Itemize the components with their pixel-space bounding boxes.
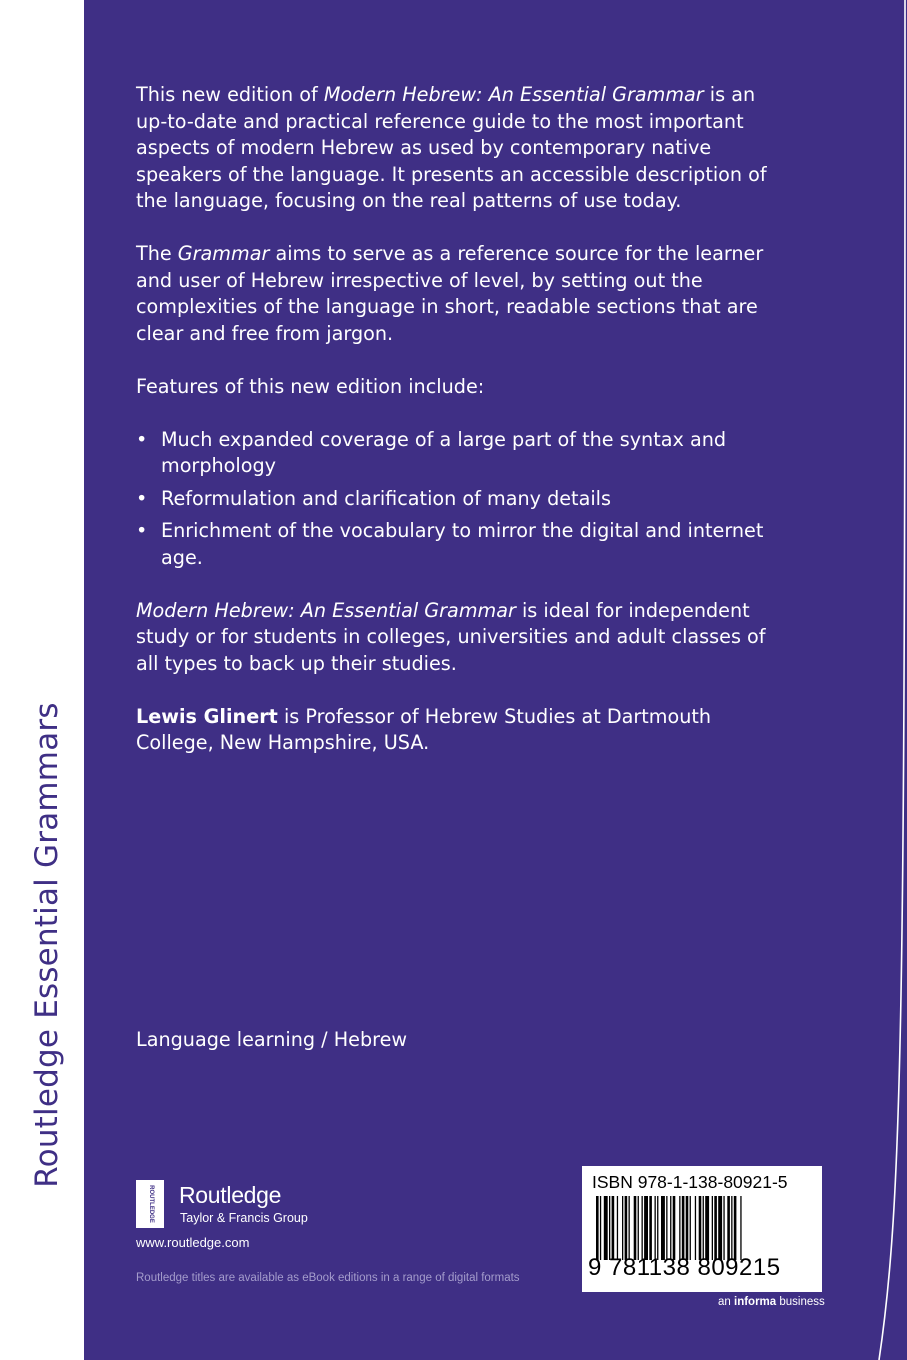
barcode-bar <box>686 1196 689 1260</box>
author-name: Lewis Glinert <box>136 704 278 728</box>
barcode-bar <box>625 1196 628 1260</box>
barcode-bar <box>649 1196 652 1260</box>
list-item: • Reformulation and clarification of many details <box>136 486 776 513</box>
barcode-bar <box>690 1196 691 1260</box>
informa-brand: informa <box>734 1296 777 1308</box>
publisher-website: www.routledge.com <box>136 1235 250 1250</box>
decorative-curve <box>847 0 907 1360</box>
barcode-bar <box>682 1196 685 1260</box>
barcode-bar <box>617 1196 618 1260</box>
barcode-bar <box>661 1196 665 1260</box>
barcode-bar <box>712 1196 713 1260</box>
publisher-group: Taylor & Francis Group <box>180 1211 308 1225</box>
barcode-bar <box>644 1196 648 1260</box>
barcode-bar <box>740 1196 741 1260</box>
isbn-box <box>582 1166 822 1292</box>
barcode-bar <box>596 1196 599 1260</box>
barcode <box>592 1196 814 1260</box>
barcode-bar <box>604 1196 608 1260</box>
barcode-bar <box>727 1196 730 1260</box>
description-paragraph-1: This new edition of Modern Hebrew: An Essential Grammar is an up-to-date and practical reference guide to the most important aspects of modern Hebrew as used by contemporary native speakers of the language. It presents an accessible description of the language, focusing on the real patterns of use today. <box>136 83 767 212</box>
barcode-bar <box>703 1196 704 1260</box>
barcode-bar <box>634 1196 637 1260</box>
logo-text: ROUTLEDGE <box>148 1185 154 1223</box>
barcode-bar <box>699 1196 702 1260</box>
barcode-bar <box>734 1196 737 1260</box>
author-bio: Lewis Glinert is Professor of Hebrew Studies at Dartmouth College, New Hampshire, USA. <box>136 704 712 754</box>
routledge-logo-icon <box>136 1180 176 1228</box>
features-intro: Features of this new edition include: <box>136 374 485 398</box>
book-title: Modern Hebrew: An Essential Grammar <box>136 598 516 622</box>
barcode-bar <box>679 1196 680 1260</box>
barcode-bar <box>629 1196 630 1260</box>
barcode-bar <box>642 1196 643 1260</box>
informa-tagline: an informa business <box>718 1296 825 1308</box>
barcode-bar <box>622 1196 623 1260</box>
barcode-bar <box>600 1196 601 1260</box>
barcode-bar <box>695 1196 696 1260</box>
description <box>136 82 776 783</box>
spine-title: Routledge Essential Grammars <box>29 702 65 1188</box>
publisher-name: Routledge <box>179 1182 282 1208</box>
barcode-bar <box>718 1196 722 1260</box>
barcode-bar <box>657 1196 658 1260</box>
features-list <box>136 427 776 572</box>
list-item: • Enrichment of the vocabulary to mirror the digital and internet age. <box>136 518 776 571</box>
barcode-bar <box>609 1196 610 1260</box>
ebook-note: Routledge titles are available as eBook editions in a range of digital formats <box>136 1272 520 1284</box>
isbn-label: ISBN 978-1-138-80921-5 <box>592 1172 788 1192</box>
barcode-bar <box>714 1196 717 1260</box>
spine <box>0 0 84 1360</box>
grammar-title: Grammar <box>177 242 270 265</box>
barcode-bar <box>670 1196 671 1260</box>
book-title: Modern Hebrew: An Essential Grammar <box>323 83 704 106</box>
barcode-bar <box>638 1196 639 1260</box>
barcode-digits: 9 781138 809215 <box>588 1254 781 1281</box>
description-paragraph-3: Modern Hebrew: An Essential Grammar is ideal for independent study or for students in colleges, universities and adult classes of all types to back up their studies. <box>136 598 766 675</box>
barcode-bar <box>705 1196 709 1260</box>
description-paragraph-2: The Grammar aims to serve as a reference source for the learner and user of Hebrew irrespective of level, by setting out the complexities of the language in short, readable sections that are clear and free from jargon. <box>136 242 764 345</box>
barcode-bar <box>723 1196 724 1260</box>
barcode-bar <box>655 1196 656 1260</box>
list-item: • Much expanded coverage of a large part of the syntax and morphology <box>136 427 776 480</box>
barcode-bar <box>612 1196 615 1260</box>
barcode-bar <box>731 1196 732 1260</box>
back-cover <box>84 0 907 1360</box>
barcode-bar <box>673 1196 676 1260</box>
barcode-bar <box>666 1196 667 1260</box>
subject-category: Language learning / Hebrew <box>136 1028 408 1051</box>
